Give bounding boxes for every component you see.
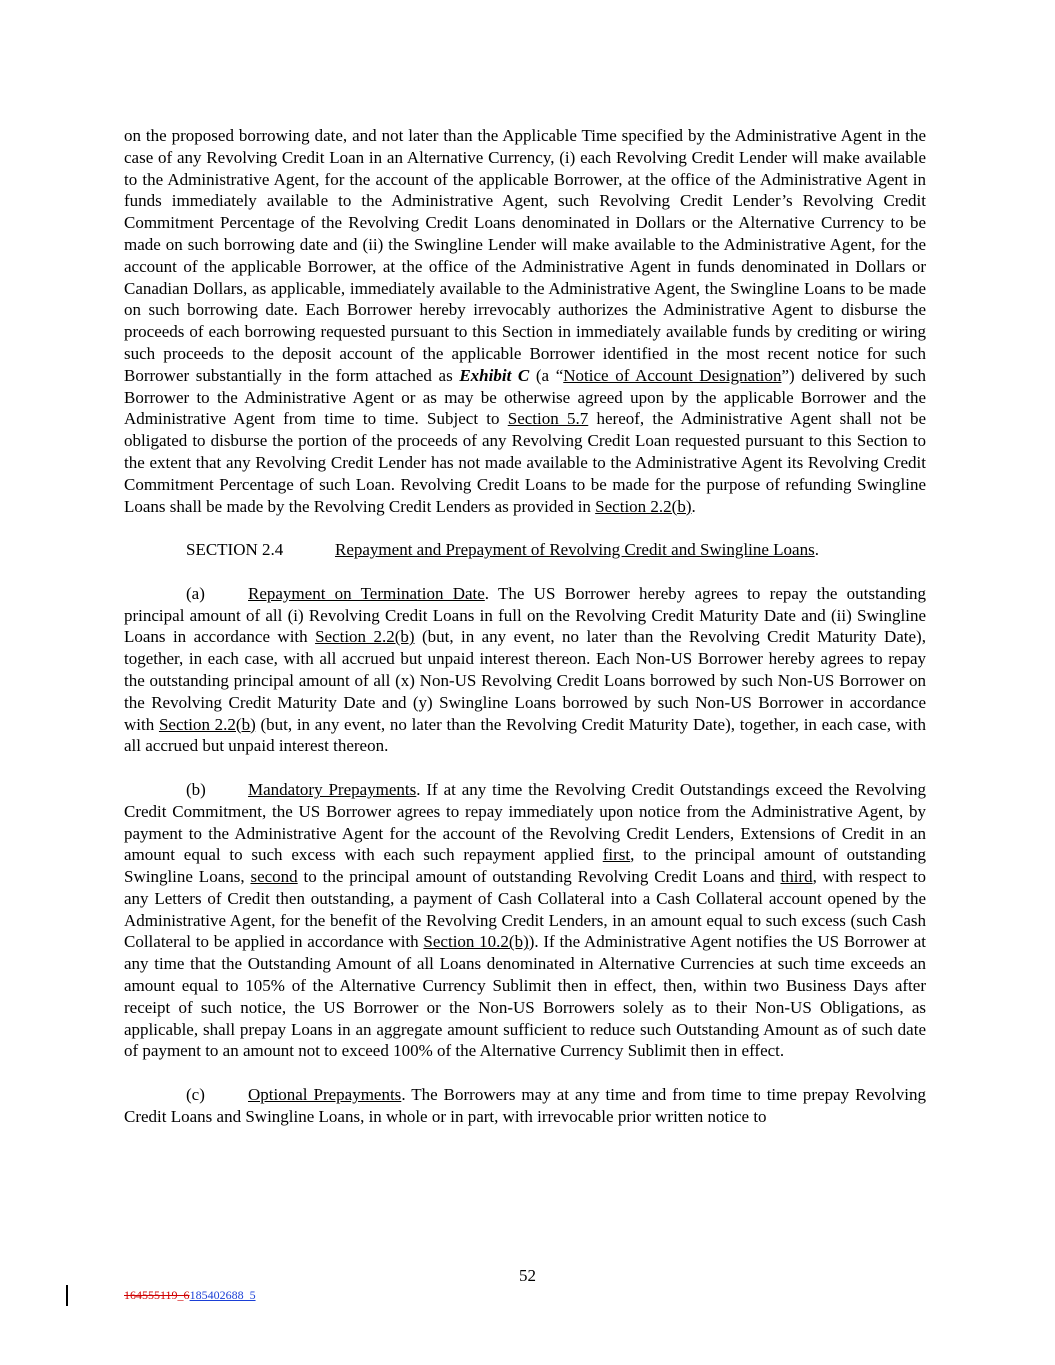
clause-heading: Optional Prepayments [248,1085,402,1105]
section-heading [124,539,926,561]
ordinal-term: first [602,845,631,865]
clause-label: (a) [186,583,205,603]
paragraph-b [124,779,926,1062]
section-number: SECTION 2.4 [186,540,284,560]
section-title: Repayment and Prepayment of Revolving Credit and Swingline Loans [335,540,815,560]
text-run: . [814,540,819,560]
page-number: 52 [519,1266,536,1285]
clause-heading: Mandatory Prepayments [248,779,417,799]
clause-label: (c) [186,1085,205,1105]
clause-label: (b) [186,779,206,799]
section-reference: Section 5.7 [507,409,589,429]
text-run: . If at any time the Revolving Credit Outstandings exceed the Revolving Credit Commitment, the US Borrower agrees to repay immediately upon notice from the Administrative Agent, by payment to the Administrative Agent for the account of the Revolving Credit Lenders, Extensions of Credit in an amount equal to such excess with each such repayment applied [124,779,927,865]
text-run: . The US Borrower hereby agrees to repay the outstanding principal amount of all (i) Revolving Credit Loans in full on the Revolving Credit Maturity Date and (ii) Swingline Loans in accordance with [124,583,926,647]
text-run: hereof, the Administrative Agent shall not be obligated to disburse the portion of the proceeds of any Revolving Credit Loan requested pursuant to this Section to the extent that any Revolving Credit Lender has not made available to the Administrative Agent its Revolving Credit Commitment Percentage of such Loan. Revolving Credit Loans to be made for the purpose of refunding Swingline Loans shall be made by the Revolving Credit Lenders as provided in [124,409,926,516]
deleted-doc-id: 164555119_6 [124,1288,190,1302]
section-reference: Section 2.2(b) [595,496,692,516]
text-run: ”) delivered by such Borrower to the Administrative Agent or as may be otherwise agreed upon by the applicable Borrower and the Administrative Agent from time to time. Subject to [124,365,926,429]
defined-term: Notice of Account Designation [563,365,782,385]
text-run: . The Borrowers may at any time and from time to time prepay Revolving Credit Loans and Swingline Loans, in whole or in part, with irrevocable prior written notice to [124,1085,926,1126]
section-reference: Section 10.2(b) [423,932,529,952]
section-reference: Section 2.2(b) [158,714,256,734]
text-run: (but, in any event, no later than the Revolving Credit Maturity Date), together, in each case, with all accrued but unpaid interest thereon. [124,714,926,756]
intro-paragraph [124,125,926,517]
text-run: on the proposed borrowing date, and not later than the Applicable Time specified by the Administrative Agent in the case of any Revolving Credit Loan in an Alternative Currency, (i) each Revolving Credit Lender will make available to the Administrative Agent, for the account of the applicable Borrower, at the office of the Administrative Agent in funds immediately available to the Administrative Agent, such Revolving Credit Lender’s Revolving Credit Commitment Percentage of the Revolving Credit Loans denominated in Dollars or the Alternative Currency to be made on such borrowing date and (ii) the Swingline Lender will make available to the Administrative Agent, for the account of the applicable Borrower, at the office of the Administrative Agent in funds denominated in Dollars or Canadian Dollars, as applicable, immediately available to the Administrative Agent, the Swingline Loans to be made on such borrowing date. Each Borrower hereby irrevocably authorizes the Administrative Agent to disburse the proceeds of each borrowing requested pursuant to this Section in immediately available funds by crediting or wiring such proceeds to the deposit account of the applicable Borrower identified in the most recent notice for such Borrower substantially in the form attached as [124,126,926,385]
inserted-doc-id: 185402688_5 [189,1288,256,1302]
text-run: (a “ [529,365,564,385]
document-id [124,1288,256,1303]
paragraph-a [124,583,926,757]
ordinal-term: third [780,867,813,887]
change-bar [66,1285,68,1306]
text-run: . [691,496,696,516]
clause-heading: Repayment on Termination Date [248,583,485,603]
section-reference: Section 2.2(b) [315,627,415,647]
text-run: , with respect to any Letters of Credit then outstanding, a payment of Cash Collateral into a Cash Collateral account opened by the Administrative Agent, for the benefit of the Revolving Credit Lenders, in an amount equal to such excess (such Cash Collateral to be applied in accordance with [124,867,926,952]
exhibit-reference: Exhibit C [459,365,530,385]
text-run: to the principal amount of outstanding Revolving Credit Loans and [297,867,781,887]
document-page [124,125,926,1128]
text-run: , to the principal amount of outstanding Swingline Loans, [124,845,926,887]
text-run: ). If the Administrative Agent notifies the US Borrower at any time that the Outstanding Amount of all Loans denominated in Alternative Currencies at such time exceeds an amount equal to 105% of the Alternative Currency Sublimit then in effect, then, within two Business Days after receipt of such notice, the US Borrower or the Non-US Borrowers solely as to their Non-US Obligations, as applicable, shall prepay Loans in an aggregate amount sufficient to reduce such Outstanding Amount as of such date of payment to an amount not to exceed 100% of the Alternative Currency Sublimit then in effect. [124,932,926,1061]
ordinal-term: second [250,867,298,887]
paragraph-c [124,1084,926,1128]
text-run: (but, in any event, no later than the Revolving Credit Maturity Date), together, in each case, with all accrued but unpaid interest thereon. Each Non-US Borrower hereby agrees to repay the outstanding principal amount of all (x) Non-US Revolving Credit Loans borrowed by such Non-US Borrower on the Revolving Credit Maturity Date and (y) Swingline Loans borrowed by such Non-US Borrower in accordance with [124,627,926,734]
